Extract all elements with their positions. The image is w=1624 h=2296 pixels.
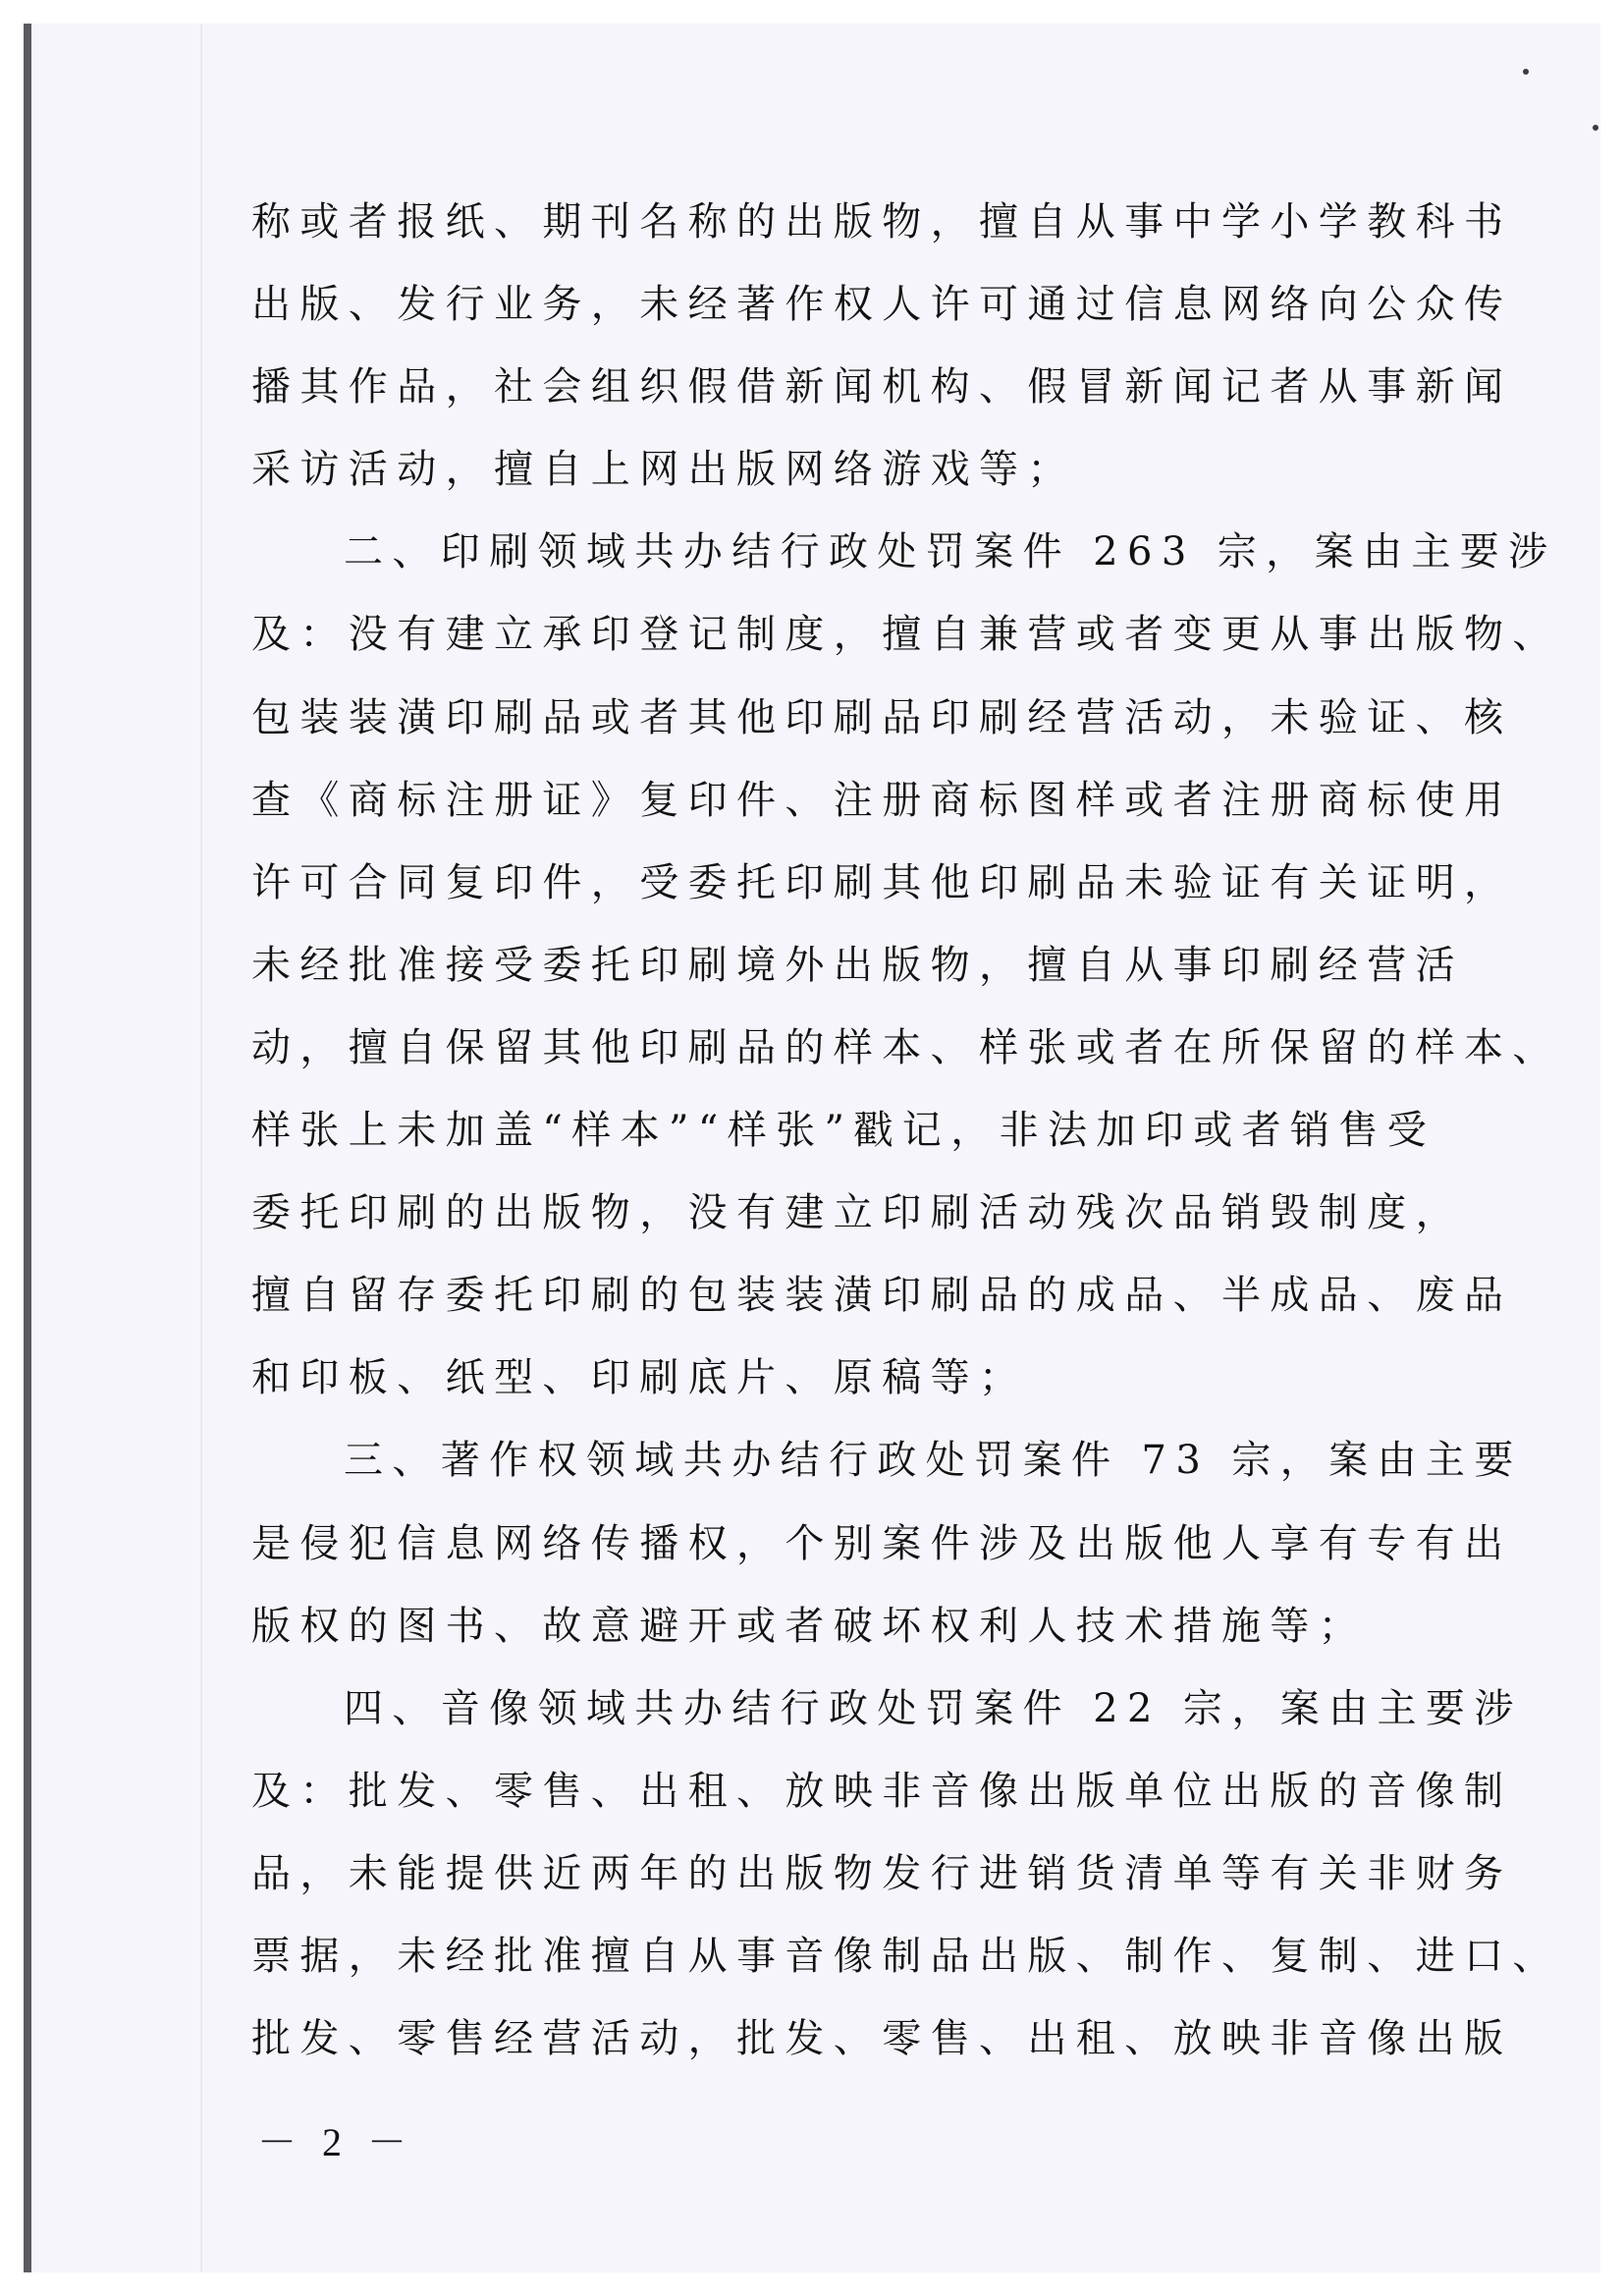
text-line: 未经批准接受委托印刷境外出版物，擅自从事印刷经营活 <box>251 942 1464 988</box>
text-line: 许可合同复印件，受委托印刷其他印刷品未验证有关证明， <box>251 859 1513 905</box>
text-line: 称或者报纸、期刊名称的出版物，擅自从事中学小学教科书 <box>251 199 1513 245</box>
text-line: 包装装潢印刷品或者其他印刷品印刷经营活动，未验证、核 <box>251 694 1513 740</box>
text-line: 采访活动，擅自上网出版网络游戏等； <box>251 447 1076 493</box>
text-line: 播其作品，社会组织假借新闻机构、假冒新闻记者从事新闻 <box>251 364 1513 410</box>
text-line: 批发、零售经营活动，批发、零售、出租、放映非音像出版 <box>251 2016 1513 2062</box>
text-line: 动，擅自保留其他印刷品的样本、样张或者在所保留的样本、 <box>251 1024 1561 1070</box>
text-line: 出版、发行业务，未经著作权人许可通过信息网络向公众传 <box>251 282 1513 328</box>
scan-edge-shadow <box>24 24 31 2272</box>
text-line: 品，未能提供近两年的出版物发行进销货清单等有关非财务 <box>251 1850 1513 1896</box>
punch-hole-mark <box>1523 69 1529 75</box>
text-line: 擅自留存委托印刷的包装装潢印刷品的成品、半成品、废品 <box>251 1273 1513 1319</box>
text-line: 样张上未加盖“样本”“样张”戳记，非法加印或者销售受 <box>251 1108 1436 1154</box>
text-line: 票据，未经批准擅自从事音像制品出版、制作、复制、进口、 <box>251 1933 1561 1979</box>
paragraph-heading-printing: 二、印刷领域共办结行政处罚案件 263 宗，案由主要涉 <box>344 529 1557 575</box>
text-line: 是侵犯信息网络传播权，个别案件涉及出版他人享有专有出 <box>251 1520 1513 1566</box>
text-line: 和印板、纸型、印刷底片、原稿等； <box>251 1355 1028 1401</box>
text-line: 及：批发、零售、出租、放映非音像出版单位出版的音像制 <box>251 1768 1513 1814</box>
text-line: 查《商标注册证》复印件、注册商标图样或者注册商标使用 <box>251 777 1513 823</box>
text-line: 版权的图书、故意避开或者破坏权利人技术措施等； <box>251 1603 1368 1649</box>
body-text <box>251 181 1561 2080</box>
text-line: 及：没有建立承印登记制度，擅自兼营或者变更从事出版物、 <box>251 612 1561 658</box>
punch-hole-mark <box>1593 125 1598 131</box>
paragraph-heading-copyright: 三、著作权领域共办结行政处罚案件 73 宗，案由主要 <box>344 1438 1523 1484</box>
page-number: － 2 － <box>257 2120 414 2164</box>
paragraph-heading-audio-video: 四、音像领域共办结行政处罚案件 22 宗，案由主要涉 <box>344 1685 1523 1731</box>
paper-fold-line <box>200 24 202 2272</box>
text-line: 委托印刷的出版物，没有建立印刷活动残次品销毁制度， <box>251 1190 1464 1236</box>
